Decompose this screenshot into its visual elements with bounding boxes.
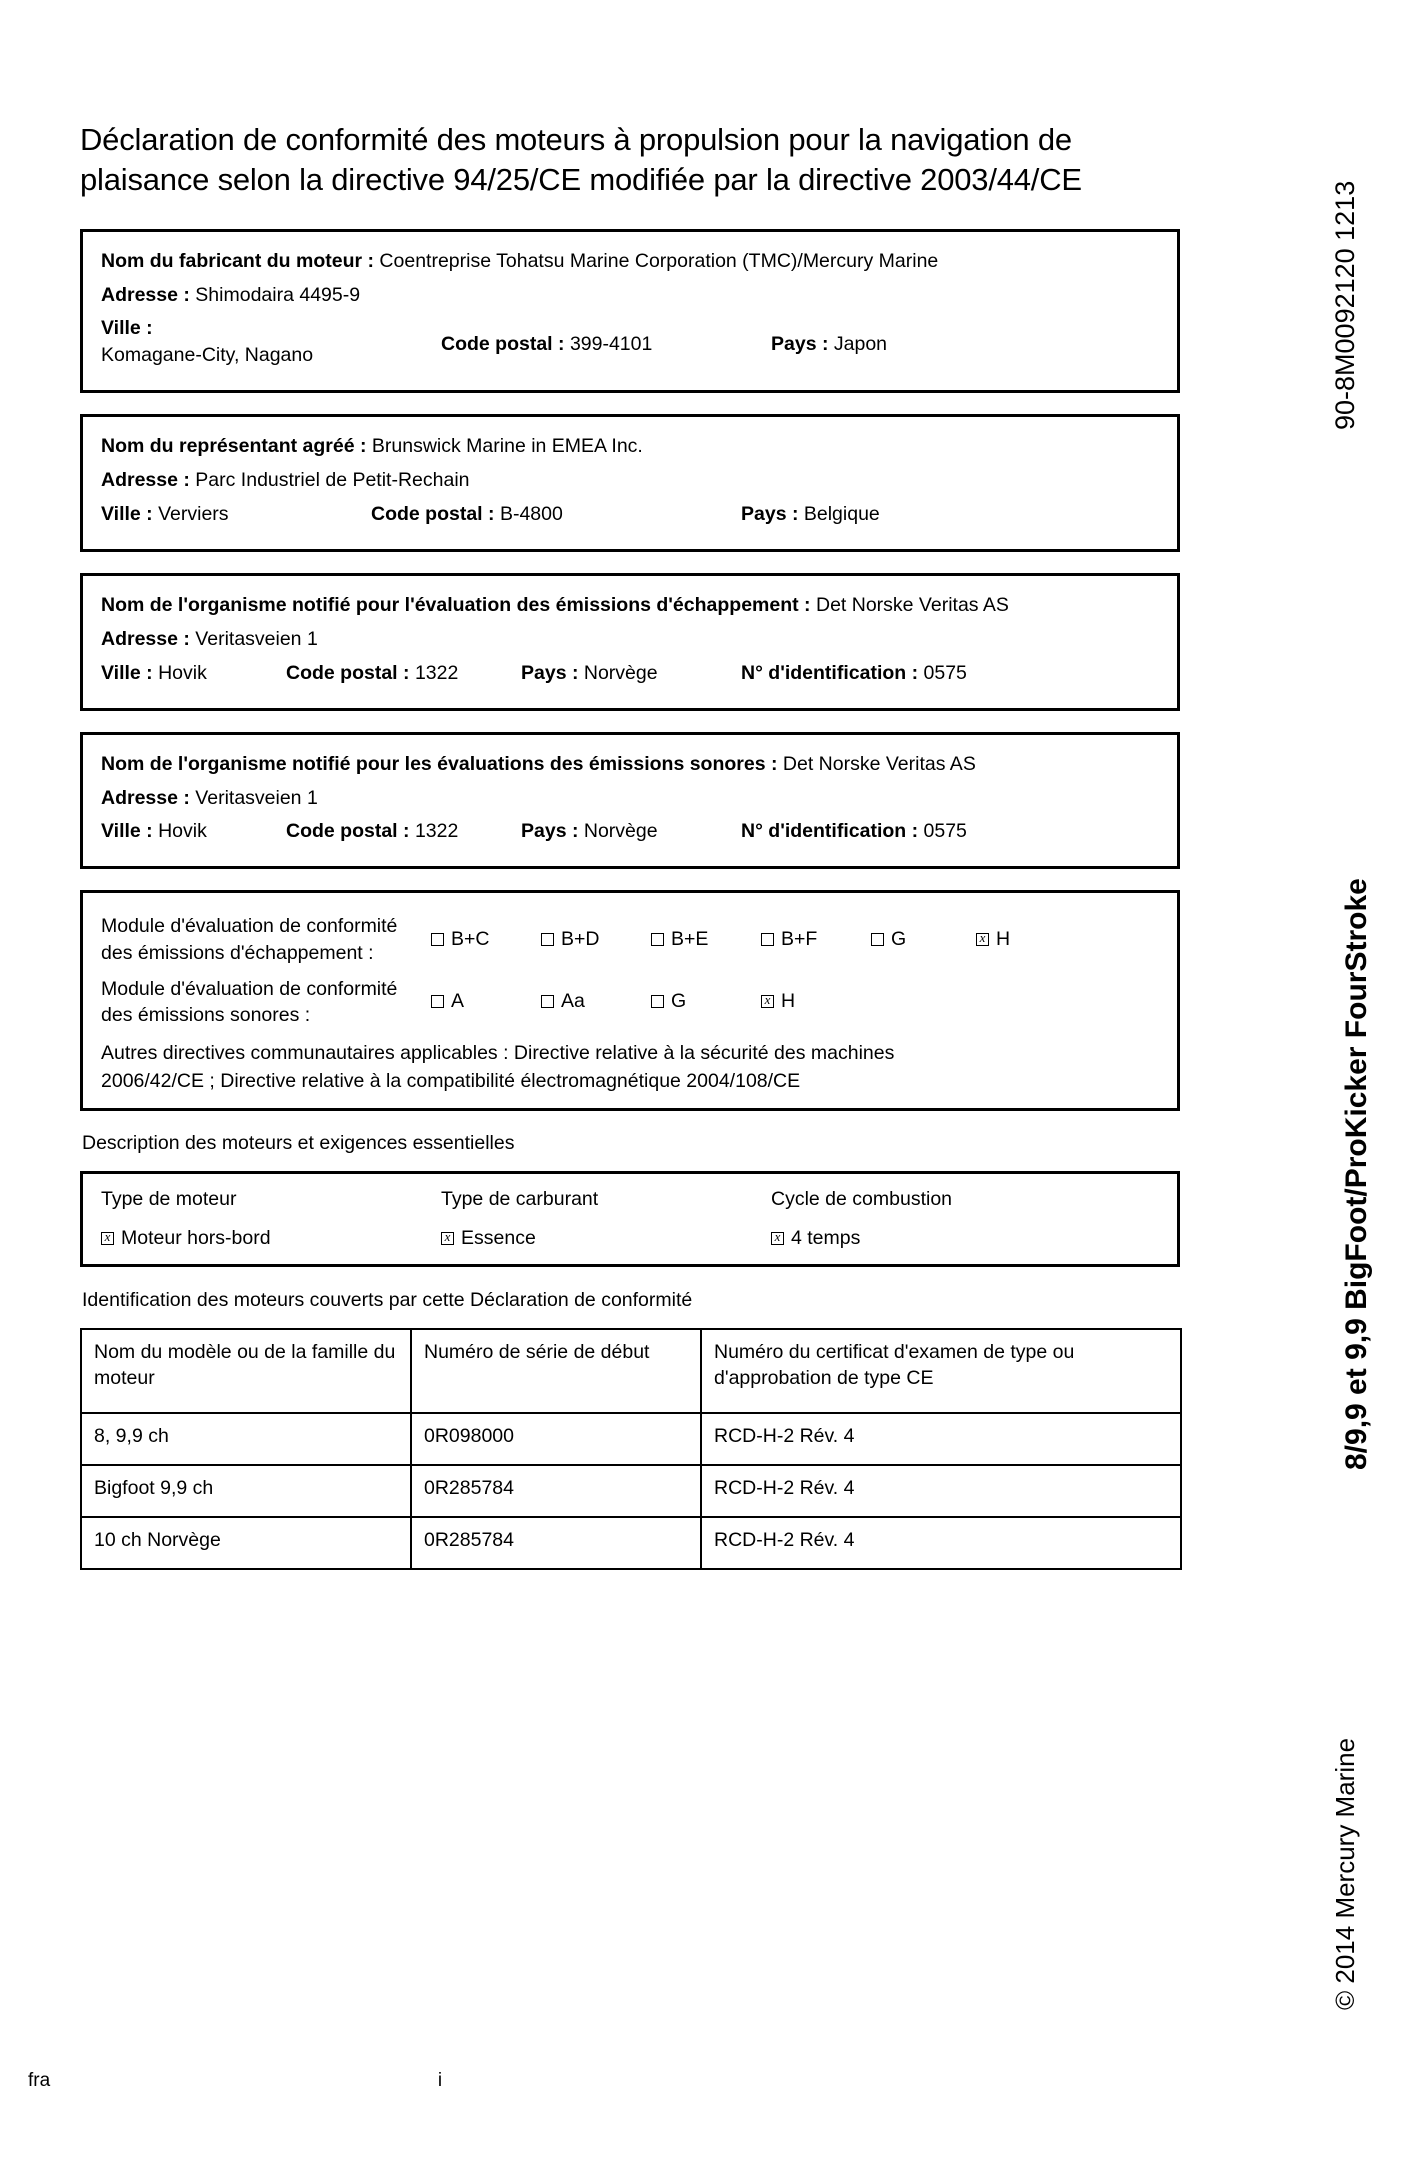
nb-noise-city-value: Hovik — [158, 820, 207, 843]
manufacturer-box — [80, 229, 1180, 394]
manufacturer-address-line — [101, 282, 1159, 309]
noise-option-g-label: G — [671, 990, 687, 1013]
noise-module-label — [101, 976, 431, 1028]
notified-body-noise-box — [80, 732, 1180, 870]
exhaust-module-options — [431, 928, 1159, 951]
representative-country-label: Pays : — [741, 503, 799, 526]
representative-address-line — [101, 467, 1159, 494]
exhaust-option-h[interactable] — [976, 928, 1036, 951]
nb-noise-address-line — [101, 785, 1159, 812]
page-title: Déclaration de conformité des moteurs à propulsion pour la navigation de plaisance selon la directive 94/25/CE modifiée par la directive 2003/44/CE — [80, 122, 1082, 198]
margin-model-family: 8/9,9 et 9,9 BigFoot/ProKicker FourStroke — [1340, 878, 1373, 1470]
nb-noise-id-label: N° d'identification : — [741, 820, 919, 843]
representative-name-label: Nom du représentant agréé : — [101, 435, 367, 458]
serial-start-cell: 0R285784 — [411, 1465, 701, 1517]
nb-noise-name-value: Det Norske Veritas AS — [782, 752, 976, 775]
noise-option-g[interactable] — [651, 990, 761, 1013]
certificate-cell: RCD-H-2 Rév. 4 — [701, 1465, 1181, 1517]
nb-noise-postal-label: Code postal : — [286, 820, 410, 843]
noise-option-a-label: A — [451, 990, 465, 1013]
manufacturer-postal-value: 399-4101 — [569, 333, 653, 356]
nb-noise-address-value: Veritasveien 1 — [195, 786, 318, 809]
representative-city-value: Verviers — [158, 503, 229, 526]
certificate-cell: RCD-H-2 Rév. 4 — [701, 1413, 1181, 1465]
nb-exhaust-address-line — [101, 626, 1159, 653]
checkbox-b-f-icon[interactable] — [761, 933, 774, 946]
table-row — [81, 1517, 1181, 1569]
exhaust-module-row — [101, 913, 1159, 965]
representative-postal-label: Code postal : — [371, 503, 495, 526]
nb-noise-location-row — [101, 818, 1159, 845]
combustion-cycle-header: Cycle de combustion — [771, 1188, 953, 1211]
exhaust-option-b-c-label: B+C — [451, 928, 490, 950]
nb-noise-city-block — [101, 818, 286, 845]
checkbox-g-icon[interactable] — [871, 933, 884, 946]
nb-noise-country-label: Pays : — [521, 820, 579, 843]
manufacturer-name-label: Nom du fabricant du moteur : — [101, 249, 374, 272]
noise-option-a[interactable] — [431, 990, 541, 1013]
checkbox-b-c-icon[interactable] — [431, 933, 444, 946]
nb-exhaust-location-row — [101, 660, 1159, 687]
representative-address-label: Adresse : — [101, 469, 190, 492]
nb-noise-address-label: Adresse : — [101, 786, 190, 809]
nb-exhaust-postal-block — [286, 660, 521, 687]
noise-option-aa[interactable] — [541, 990, 651, 1013]
exhaust-option-b-d-label: B+D — [561, 928, 600, 950]
table-row — [81, 1465, 1181, 1517]
footer-language: fra — [28, 2070, 51, 2091]
combustion-cycle-value-row[interactable] — [771, 1227, 1159, 1250]
representative-country-value: Belgique — [803, 503, 880, 526]
margin-copyright: © 2014 Mercury Marine — [1330, 1737, 1360, 2010]
nb-exhaust-address-value: Veritasveien 1 — [195, 627, 318, 650]
manufacturer-postal-block — [441, 315, 771, 358]
representative-country-block — [741, 501, 1159, 528]
exhaust-option-b-f[interactable] — [761, 928, 871, 951]
model-name-cell: 10 ch Norvège — [81, 1517, 411, 1569]
noise-module-label-line1: Module d'évaluation de conformité — [101, 977, 398, 1000]
serial-start-cell: 0R098000 — [411, 1413, 701, 1465]
nb-noise-country-value: Norvège — [583, 820, 658, 843]
model-name-cell: 8, 9,9 ch — [81, 1413, 411, 1465]
checkbox-b-e-icon[interactable] — [651, 933, 664, 946]
model-name-cell: Bigfoot 9,9 ch — [81, 1465, 411, 1517]
models-table — [80, 1328, 1182, 1570]
nb-exhaust-postal-value: 1322 — [414, 661, 459, 684]
exhaust-module-label — [101, 913, 431, 965]
description-caption: Description des moteurs et exigences essentielles — [82, 1132, 515, 1155]
models-table-header-row — [81, 1329, 1181, 1413]
representative-location-row — [101, 501, 1159, 528]
models-header-model-name: Nom du modèle ou de la famille du moteur — [81, 1329, 411, 1413]
nb-noise-country-block — [521, 818, 741, 845]
nb-exhaust-name-line — [101, 592, 1159, 619]
fuel-type-header: Type de carburant — [441, 1188, 599, 1211]
noise-module-row — [101, 976, 1159, 1028]
manufacturer-address-label: Adresse : — [101, 283, 190, 306]
nb-noise-id-value: 0575 — [923, 820, 967, 843]
exhaust-option-b-e[interactable] — [651, 928, 761, 951]
notified-body-exhaust-box — [80, 573, 1180, 711]
engine-type-column — [101, 1188, 441, 1250]
exhaust-option-g[interactable] — [871, 928, 976, 951]
manufacturer-city-label: Ville : — [101, 317, 153, 340]
checkbox-noise-g-icon[interactable] — [651, 995, 664, 1008]
nb-noise-name-line — [101, 751, 1159, 778]
checkbox-fuel-type-icon[interactable] — [441, 1232, 454, 1245]
nb-noise-name-label: Nom de l'organisme notifié pour les évaluations des émissions sonores : — [101, 752, 778, 775]
nb-exhaust-city-value: Hovik — [158, 661, 207, 684]
nb-exhaust-country-value: Norvège — [583, 661, 658, 684]
checkbox-h-checked-icon[interactable] — [976, 933, 989, 946]
models-header-serial-start: Numéro de série de début — [411, 1329, 701, 1413]
exhaust-option-h-label: H — [996, 928, 1011, 950]
engine-type-value-row[interactable] — [101, 1227, 441, 1250]
exhaust-option-b-c[interactable] — [431, 928, 541, 951]
noise-option-aa-label: Aa — [561, 990, 585, 1013]
manufacturer-city-block — [101, 315, 441, 369]
checkbox-engine-type-icon[interactable] — [101, 1232, 114, 1245]
checkbox-aa-icon[interactable] — [541, 995, 554, 1008]
other-directives-line1: Autres directives communautaires applicables : Directive relative à la sécurité des machines — [101, 1041, 895, 1064]
exhaust-module-label-line1: Module d'évaluation de conformité — [101, 915, 398, 938]
noise-option-h[interactable] — [761, 990, 821, 1013]
manufacturer-country-value: Japon — [833, 333, 888, 356]
noise-module-label-line2: des émissions sonores : — [101, 1003, 311, 1026]
exhaust-option-g-label: G — [891, 928, 907, 950]
combustion-cycle-value: 4 temps — [791, 1227, 861, 1250]
nb-exhaust-name-label: Nom de l'organisme notifié pour l'évaluation des émissions d'échappement : — [101, 593, 811, 616]
representative-name-value: Brunswick Marine in EMEA Inc. — [371, 435, 643, 458]
nb-noise-postal-value: 1322 — [414, 820, 459, 843]
representative-city-block — [101, 501, 371, 528]
exhaust-option-b-f-label: B+F — [781, 928, 818, 950]
document-content — [80, 120, 1180, 1570]
nb-exhaust-id-label: N° d'identification : — [741, 661, 919, 684]
manufacturer-city-value: Komagane-City, Nagano — [101, 344, 314, 367]
nb-exhaust-postal-label: Code postal : — [286, 661, 410, 684]
exhaust-option-b-e-label: B+E — [671, 928, 709, 950]
manufacturer-name-line — [101, 248, 1159, 275]
serial-start-cell: 0R285784 — [411, 1517, 701, 1569]
engine-type-header: Type de moteur — [101, 1188, 237, 1211]
manufacturer-address-value: Shimodaira 4495-9 — [195, 283, 361, 306]
certificate-cell: RCD-H-2 Rév. 4 — [701, 1517, 1181, 1569]
noise-module-options — [431, 990, 1159, 1013]
exhaust-option-b-d[interactable] — [541, 928, 651, 951]
margin-part-number: 90-8M0092120 1213 — [1330, 180, 1360, 430]
nb-exhaust-country-label: Pays : — [521, 661, 579, 684]
fuel-type-value-row[interactable] — [441, 1227, 771, 1250]
manufacturer-name-value: Coentreprise Tohatsu Marine Corporation (TMC)/Mercury Marine — [379, 249, 939, 272]
combustion-cycle-column — [771, 1188, 1159, 1250]
checkbox-noise-h-checked-icon[interactable] — [761, 995, 774, 1008]
nb-noise-city-label: Ville : — [101, 820, 153, 843]
representative-address-value: Parc Industriel de Petit-Rechain — [195, 469, 470, 492]
representative-postal-value: B-4800 — [499, 503, 563, 526]
manufacturer-location-row — [101, 315, 1159, 369]
engine-type-value: Moteur hors-bord — [121, 1227, 271, 1250]
nb-exhaust-id-block — [741, 660, 1159, 687]
nb-noise-id-block — [741, 818, 1159, 845]
representative-box — [80, 414, 1180, 552]
noise-option-h-label: H — [781, 990, 796, 1013]
conformity-modules-box — [80, 890, 1180, 1111]
manufacturer-postal-label: Code postal : — [441, 333, 565, 356]
models-header-certificate: Numéro du certificat d'examen de type ou d'approbation de type CE — [701, 1329, 1181, 1413]
fuel-type-column — [441, 1188, 771, 1250]
checkbox-combustion-cycle-icon[interactable] — [771, 1232, 784, 1245]
exhaust-module-label-line2: des émissions d'échappement : — [101, 941, 374, 964]
nb-noise-postal-block — [286, 818, 521, 845]
representative-postal-block — [371, 501, 741, 528]
nb-exhaust-country-block — [521, 660, 741, 687]
representative-name-line — [101, 433, 1159, 460]
engine-description-box — [80, 1171, 1180, 1267]
representative-city-label: Ville : — [101, 503, 153, 526]
nb-exhaust-city-block — [101, 660, 286, 687]
checkbox-a-icon[interactable] — [431, 995, 444, 1008]
other-directives-line2: 2006/42/CE ; Directive relative à la compatibilité électromagnétique 2004/108/CE — [101, 1070, 801, 1092]
nb-exhaust-city-label: Ville : — [101, 661, 153, 684]
nb-exhaust-name-value: Det Norske Veritas AS — [815, 593, 1009, 616]
fuel-type-value: Essence — [461, 1227, 536, 1250]
manufacturer-country-label: Pays : — [771, 333, 829, 356]
nb-exhaust-id-value: 0575 — [923, 661, 967, 684]
table-row — [81, 1413, 1181, 1465]
models-caption: Identification des moteurs couverts par cette Déclaration de conformité — [82, 1289, 693, 1312]
manufacturer-country-block — [771, 315, 1159, 358]
footer-page-number: i — [437, 2070, 443, 2091]
checkbox-b-d-icon[interactable] — [541, 933, 554, 946]
nb-exhaust-address-label: Adresse : — [101, 627, 190, 650]
